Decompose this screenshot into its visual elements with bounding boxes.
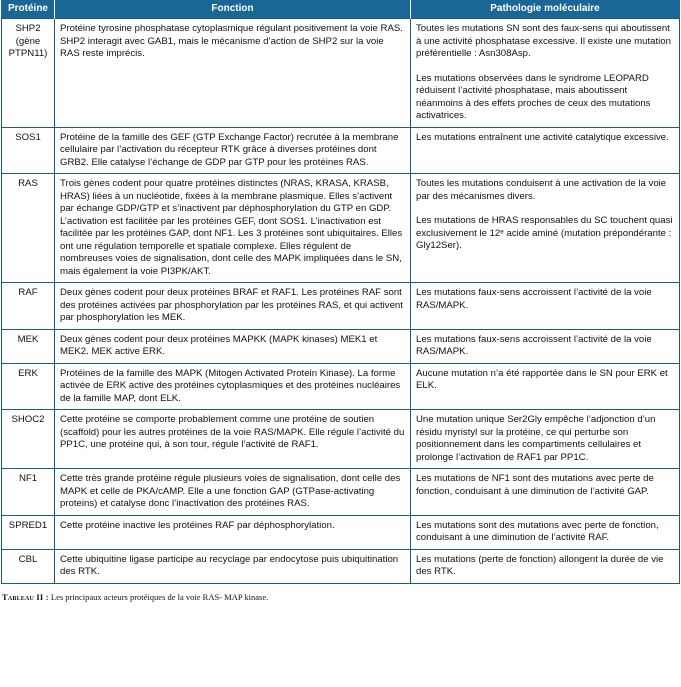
pathology-cell	[411, 283, 680, 330]
pathology-cell	[411, 363, 680, 410]
protein-cell: RAF	[2, 283, 55, 330]
pathology-paragraph: Aucune mutation n’a été rapportée dans le SN pour ERK et ELK.	[416, 367, 668, 391]
pathology-cell	[411, 329, 680, 363]
function-cell: Protéine de la famille des GEF (GTP Exchange Factor) recrutée à la membrane cellulaire par l’activation du récepteur RTK grâce à diverses protéines dont GRB2. Elle catalyse l’échange de GDP par GTP pour les protéines RAS.	[55, 127, 411, 174]
table-row	[2, 174, 680, 283]
table-body	[2, 19, 680, 584]
pathology-paragraph: Les mutations (perte de fonction) allongent la durée de vie des RTK.	[416, 553, 664, 577]
caption-label: Tableau II :	[2, 591, 49, 602]
table-row	[2, 410, 680, 469]
pathology-paragraph: Les mutations de NF1 sont des mutations avec perte de fonction, conduisant à une diminution de l’activité GAP.	[416, 473, 654, 497]
protein-cell: RAS	[2, 174, 55, 283]
table-row	[2, 469, 680, 516]
protein-cell: CBL	[2, 549, 55, 583]
table-caption	[2, 592, 681, 602]
table-row	[2, 283, 680, 330]
table-row	[2, 19, 680, 128]
pathology-paragraph: Les mutations de HRAS responsables du SC touchent quasi exclusivement le 12ᵉ acide aminé (mutation prépondérante : Gly12Ser).	[416, 215, 673, 251]
protein-table	[1, 0, 680, 584]
caption-text: Les principaux acteurs protéiques de la voie RAS- MAP kinase.	[48, 591, 269, 602]
pathology-paragraph: Les mutations observées dans le syndrome LEOPARD réduisent l’activité phosphatase, mais aboutissent néanmoins à des effets proches de ceux des mutations activatrices.	[416, 72, 651, 121]
function-cell: Protéines de la famille des MAPK (Mitogen Activated Protein Kinase). La forme activée de ERK active des protéines cytoplasmiques et des protéines nucléaires de la famille MAP, dont ELK.	[55, 363, 411, 410]
protein-cell: MEK	[2, 329, 55, 363]
function-cell: Cette très grande protéine régule plusieurs voies de signalisation, dont celle des MAPK et celle de PKA/cAMP. Elle a une fonction GAP (GTPase-activating proteins) et catalyse donc l’inactivation des protéines RAS.	[55, 469, 411, 516]
protein-cell: SOS1	[2, 127, 55, 174]
pathology-paragraph: Les mutations entraînent une activité catalytique excessive.	[416, 131, 669, 143]
pathology-paragraph: Toutes les mutations SN sont des faux-sens qui aboutissent à une activité phosphatase excessive. Il existe une mutation préférentielle : Asn308Asp.	[416, 23, 671, 59]
table-row	[2, 363, 680, 410]
pathology-cell	[411, 127, 680, 174]
header-protein: Protéine	[2, 0, 55, 19]
pathology-cell	[411, 515, 680, 549]
protein-cell: NF1	[2, 469, 55, 516]
protein-cell: ERK	[2, 363, 55, 410]
function-cell: Cette protéine inactive les protéines RAF par déphosphorylation.	[55, 515, 411, 549]
pathology-cell	[411, 410, 680, 469]
table-row	[2, 329, 680, 363]
header-function: Fonction	[55, 0, 411, 19]
pathology-paragraph: Les mutations faux-sens accroissent l’activité de la voie RAS/MAPK.	[416, 333, 652, 357]
function-cell: Cette ubiquitine ligase participe au recyclage par endocytose puis ubiquitination des RTK.	[55, 549, 411, 583]
pathology-paragraph: Les mutations sont des mutations avec perte de fonction, conduisant à une diminution de l’activité RAF.	[416, 519, 659, 543]
pathology-cell	[411, 19, 680, 128]
pathology-cell	[411, 469, 680, 516]
table-row	[2, 127, 680, 174]
function-cell: Deux gènes codent pour deux protéines MAPKK (MAPK kinases) MEK1 et MEK2. MEK active ERK.	[55, 329, 411, 363]
table-header-row	[2, 0, 680, 19]
function-cell: Deux gènes codent pour deux protéines BRAF et RAF1. Les protéines RAF sont des protéines activées par phosphorylation par les protéines RAS, et qui activent par phosphorylation les MEK.	[55, 283, 411, 330]
function-cell: Protéine tyrosine phosphatase cytoplasmique régulant positivement la voie RAS. SHP2 interagit avec GAB1, mais le mécanisme d’action de SHP2 sur la voie RAS reste imprécis.	[55, 19, 411, 128]
pathology-paragraph: Les mutations faux-sens accroissent l’activité de la voie RAS/MAPK.	[416, 287, 652, 311]
header-pathology: Pathologie moléculaire	[411, 0, 680, 19]
protein-cell: SHP2 (gène PTPN11)	[2, 19, 55, 128]
table-row	[2, 515, 680, 549]
function-cell: Cette protéine se comporte probablement comme une protéine de soutien (scaffold) pour les autres protéines de la voie RAS/MAPK. Elle régule l’activité du PP1C, une protéine qui, à son tour, régule l’activité de RAF1.	[55, 410, 411, 469]
pathology-cell	[411, 174, 680, 283]
pathology-paragraph: Une mutation unique Ser2Gly empêche l’adjonction d’un résidu myristyl sur la protéine, ce qui perturbe son positionnement dans les compartiments cellulaires et prolonge l’activation de RAF1 par PP1C.	[416, 414, 656, 463]
pathology-cell	[411, 549, 680, 583]
function-cell: Trois gènes codent pour quatre protéines distinctes (NRAS, KRASA, KRASB, HRAS) liées à un nucléotide, fixées à la membrane plasmique. Elles s’activent par échange GDP/GTP et s’inactivent par déphosphorylation du GTP en GDP. L’activation est facilitée par les protéines GEF, dont SOS1. L’inactivation est facilitée par les protéines GAP, dont NF1. Les 3 protéines sont ubiquitaires. Elles ont une régulation temporelle et spatiale complexe. Elles régulent de nombreuses voies de signalisation, dont celle des MAPK impliquées dans le SN, mais également la voie PI3PK/AKT.	[55, 174, 411, 283]
protein-cell: SHOC2	[2, 410, 55, 469]
table-row	[2, 549, 680, 583]
pathology-paragraph: Toutes les mutations conduisent à une activation de la voie par des mécanismes divers.	[416, 178, 667, 202]
protein-cell: SPRED1	[2, 515, 55, 549]
